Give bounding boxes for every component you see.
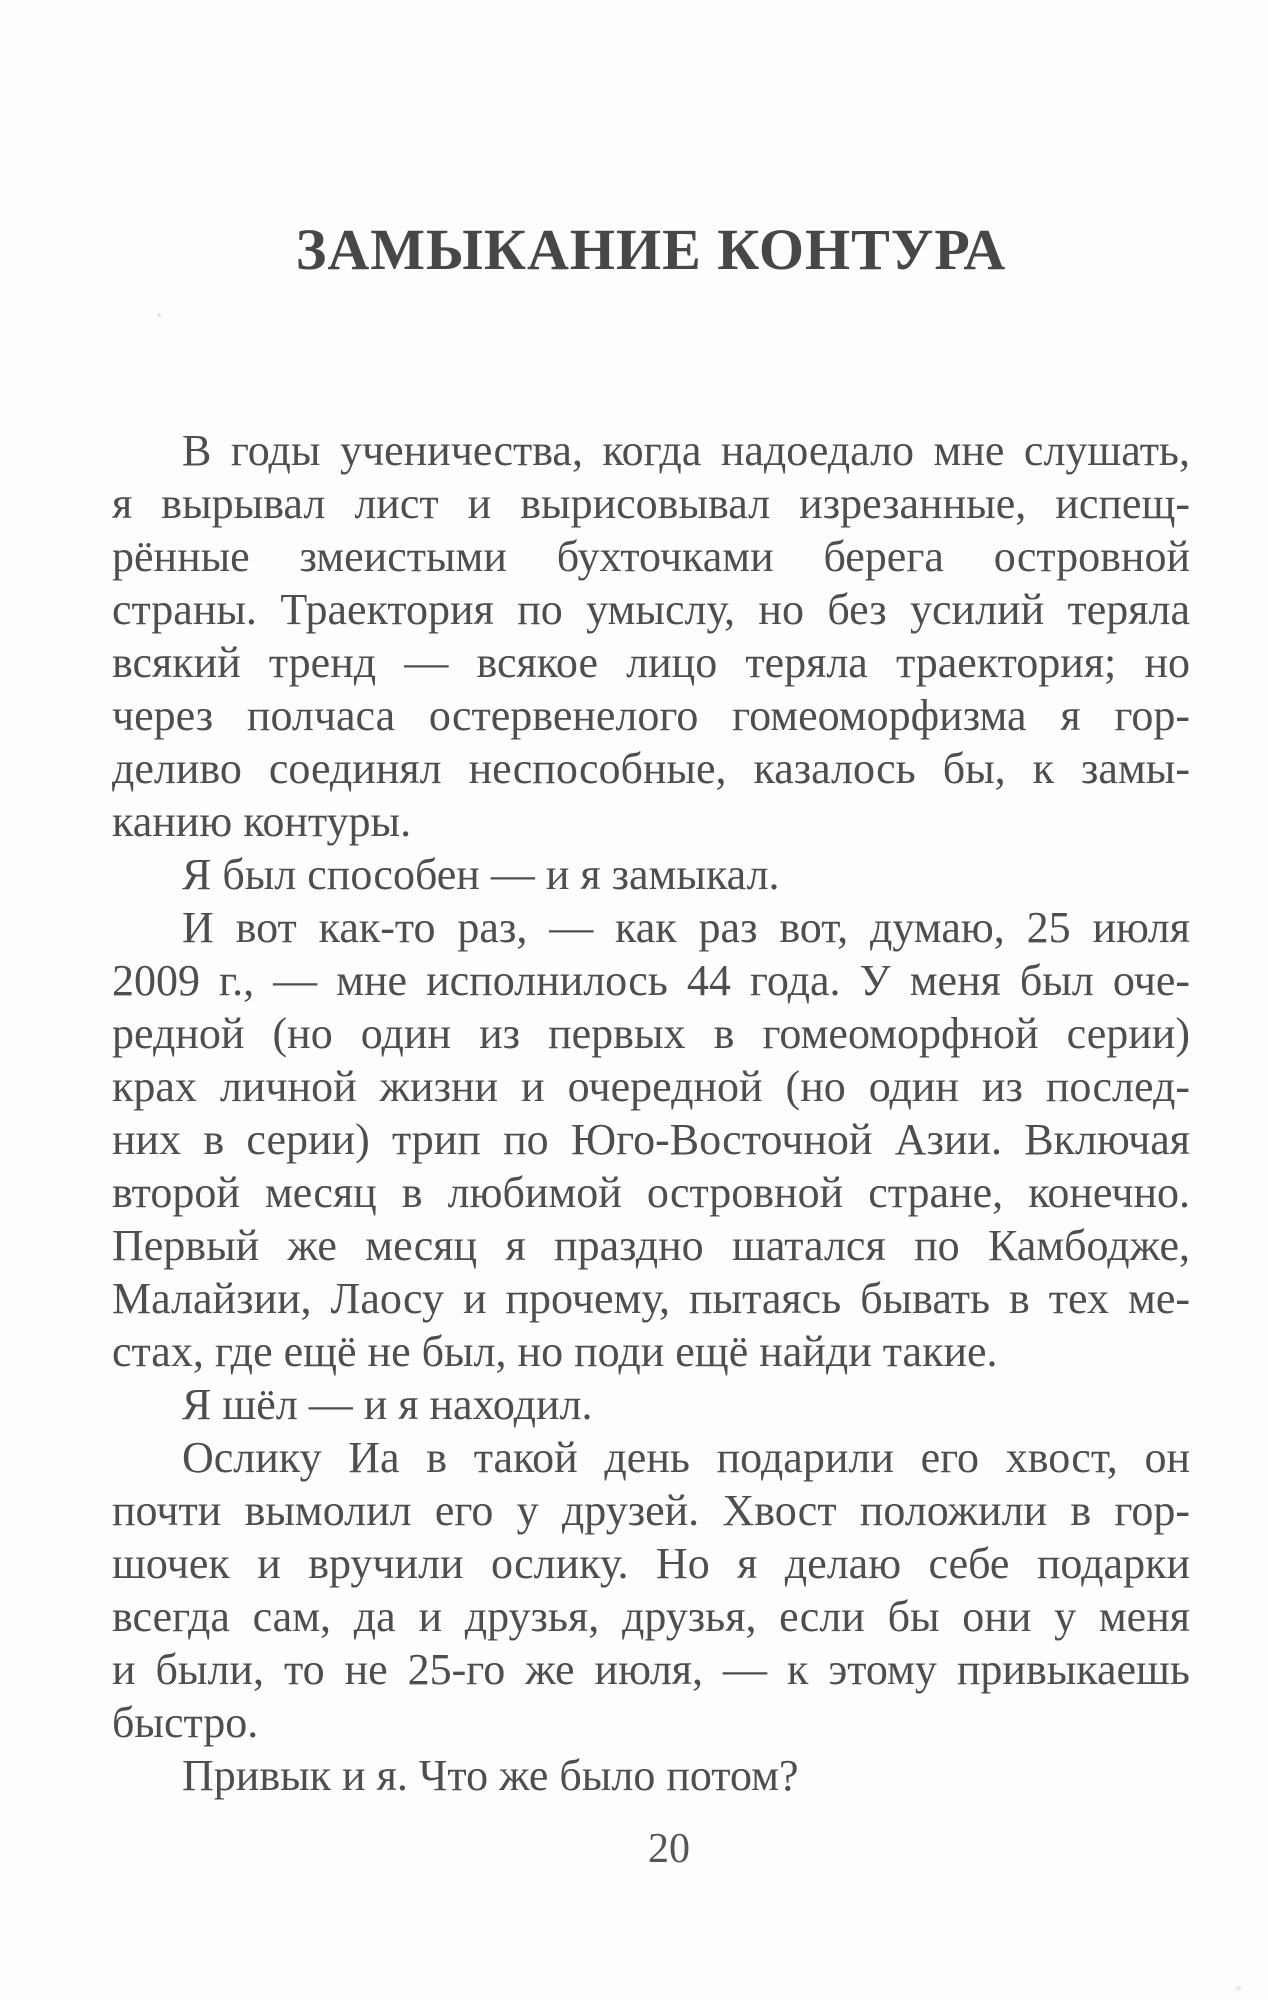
paragraph — [112, 424, 1190, 848]
text-line: Ослику Иа в такой день подарили его хвост, он — [182, 1433, 1190, 1482]
paragraph — [112, 1378, 1190, 1431]
text-line: всегда сам, да и друзья, друзья, если бы они у меня — [112, 1592, 1190, 1641]
page-number: 20 — [648, 1826, 690, 1872]
text-line: Я был способен — и я замыкал. — [182, 850, 780, 899]
text-line: Привык и я. Что же было потом? — [182, 1751, 799, 1800]
scan-speck — [1236, 1986, 1241, 1991]
text-line: через полчаса остервенелого гомеоморфизма я гор- — [112, 691, 1190, 740]
scan-speck — [157, 313, 161, 317]
text-block — [112, 424, 1190, 1802]
text-line: Первый же месяц я праздно шатался по Камбодже, — [112, 1221, 1190, 1270]
text-line: них в серии) трип по Юго-Восточной Азии. Включая — [112, 1115, 1190, 1164]
text-line: шочек и вручили ослику. Но я делаю себе подарки — [112, 1539, 1190, 1588]
paragraph — [112, 1749, 1190, 1802]
text-line: деливо соединял неспособные, казалось бы, к замы- — [112, 744, 1190, 793]
text-line: рённые змеистыми бухточками берега островной — [112, 532, 1190, 581]
paragraph — [112, 848, 1190, 901]
text-line: почти вымолил его у друзей. Хвост положили в гор- — [112, 1486, 1190, 1535]
text-line: крах личной жизни и очередной (но один из послед- — [112, 1062, 1190, 1111]
text-line: быстро. — [112, 1698, 259, 1747]
text-line: 2009 г., — мне исполнилось 44 года. У меня был оче- — [112, 956, 1190, 1005]
text-line: Малайзии, Лаосу и прочему, пытаясь бывать в тех ме- — [112, 1274, 1190, 1323]
paragraph — [112, 901, 1190, 1378]
text-line: редной (но один из первых в гомеоморфной серии) — [112, 1009, 1190, 1058]
text-line: Я шёл — и я находил. — [182, 1380, 593, 1429]
text-line: я вырывал лист и вырисовывал изрезанные, испещ- — [112, 479, 1190, 528]
text-line: второй месяц в любимой островной стране, конечно. — [112, 1168, 1190, 1217]
text-line: и были, то не 25-го же июля, — к этому привыкаешь — [112, 1645, 1190, 1694]
text-line: В годы ученичества, когда надоедало мне слушать, — [182, 426, 1190, 475]
text-line: канию контуры. — [112, 797, 412, 846]
text-line: И вот как-то раз, — как раз вот, думаю, 25 июля — [182, 903, 1190, 952]
text-line: страны. Траектория по умыслу, но без усилий теряла — [112, 585, 1190, 634]
paragraph — [112, 1431, 1190, 1749]
chapter-title: ЗАМЫКАНИЕ КОНТУРА — [295, 216, 1007, 282]
text-line: стах, где ещё не был, но поди ещё найди такие. — [112, 1327, 998, 1376]
text-line: всякий тренд — всякое лицо теряла траектория; но — [112, 638, 1190, 687]
